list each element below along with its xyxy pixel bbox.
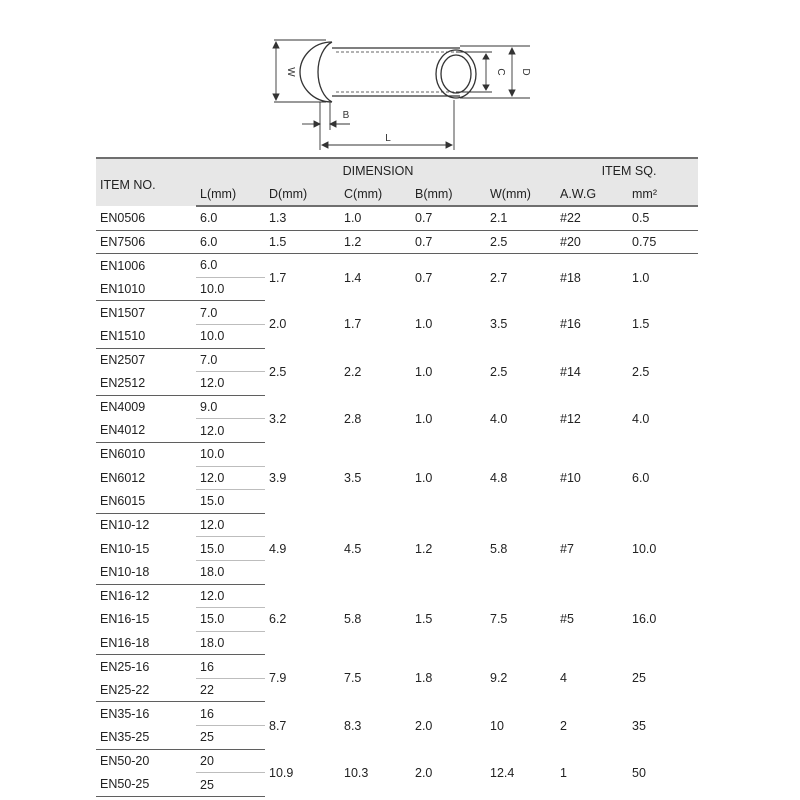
- length-cell: 15.0: [196, 490, 265, 514]
- length-cell: 10.0: [196, 324, 265, 348]
- dimension-w-cell: 2.5: [490, 364, 508, 379]
- table-row: [96, 702, 698, 726]
- length-cell: 12.0: [196, 372, 265, 396]
- awg-cell: #18: [560, 270, 581, 285]
- dimension-w-cell: 4.8: [490, 470, 508, 485]
- item-no-cell: EN1010: [96, 277, 196, 301]
- mm2-cell: 1.5: [632, 317, 650, 332]
- diameter-d-cell: 4.9: [269, 541, 287, 556]
- table-row: [96, 206, 698, 230]
- item-no-cell: EN10-15: [100, 541, 150, 556]
- item-no-cell: EN1006: [100, 258, 146, 273]
- item-sq-header: ITEM SQ.: [556, 158, 698, 182]
- diameter-c-cell: 2.2: [344, 364, 362, 379]
- diameter-d-cell: 8.7: [269, 718, 287, 733]
- dimension-w-cell: 9.2: [490, 671, 508, 686]
- item-no-cell: EN50-25: [96, 773, 196, 797]
- length-cell: 6.0: [196, 254, 265, 278]
- length-cell: 16: [196, 702, 265, 726]
- dimension-w-cell: 2.7: [490, 270, 508, 285]
- item-no-cell: EN6010: [100, 447, 146, 462]
- length-cell: 12.0: [196, 584, 265, 608]
- dimension-b-cell: 0.7: [411, 230, 486, 254]
- length-cell: 7.0: [196, 301, 265, 325]
- awg-cell: #14: [560, 364, 581, 379]
- ferrule-drawing: [300, 42, 476, 102]
- diameter-c-cell: 2.8: [344, 411, 362, 426]
- item-no-cell: EN6015: [96, 490, 196, 514]
- dimension-b-cell: 1.5: [415, 612, 433, 627]
- awg-cell: #12: [560, 411, 581, 426]
- item-no-cell: EN10-18: [96, 560, 196, 584]
- item-no-cell: EN25-16: [100, 659, 150, 674]
- dimension-b-cell: 1.2: [415, 541, 433, 556]
- length-cell: 18.0: [196, 560, 265, 584]
- length-cell: 20: [196, 749, 265, 773]
- awg-cell: #5: [560, 612, 574, 627]
- label-c: C: [495, 68, 506, 76]
- awg-cell: #7: [560, 541, 574, 556]
- item-no-cell: EN0506: [96, 206, 196, 230]
- diameter-d-cell: 3.2: [269, 411, 287, 426]
- length-cell: 6.0: [196, 206, 265, 230]
- item-no-cell: EN4009: [100, 400, 146, 415]
- diameter-c-cell: 8.3: [344, 718, 362, 733]
- dimension-w-cell: 2.1: [486, 206, 556, 230]
- mm2-cell: 25: [632, 671, 646, 686]
- table-row: [96, 254, 698, 278]
- table-header: [96, 158, 698, 206]
- table-row: [96, 348, 698, 372]
- item-no-cell: EN25-22: [96, 678, 196, 702]
- item-no-header: ITEM NO.: [96, 158, 196, 206]
- item-no-cell: EN16-15: [100, 612, 150, 627]
- item-no-cell: EN1510: [96, 324, 196, 348]
- col-header-mm2: mm²: [628, 182, 698, 206]
- label-w: W: [285, 67, 296, 77]
- dimension-w-cell: 5.8: [490, 541, 508, 556]
- table-body: [96, 206, 698, 796]
- diameter-c-cell: 7.5: [344, 671, 362, 686]
- diameter-d-cell: 10.9: [269, 765, 294, 780]
- diameter-d-cell: 1.5: [265, 230, 340, 254]
- length-cell: 7.0: [196, 348, 265, 372]
- length-cell: 9.0: [196, 395, 265, 419]
- length-cell: 12.0: [196, 466, 265, 490]
- diameter-d-cell: 3.9: [269, 470, 287, 485]
- diameter-d-cell: 2.0: [269, 317, 287, 332]
- awg-cell: 4: [560, 671, 567, 686]
- awg-cell: #16: [560, 317, 581, 332]
- dimension-b-cell: 1.0: [415, 364, 433, 379]
- item-no-cell: EN35-16: [100, 707, 150, 722]
- item-no-cell: EN4012: [96, 419, 196, 443]
- mm2-cell: 50: [632, 765, 646, 780]
- diameter-d-cell: 2.5: [269, 364, 287, 379]
- length-cell: 6.0: [196, 230, 265, 254]
- table-row: [96, 513, 698, 537]
- awg-cell: #20: [556, 230, 628, 254]
- length-cell: 18.0: [196, 631, 265, 655]
- diameter-c-cell: 1.2: [340, 230, 411, 254]
- col-header-c: C(mm): [340, 182, 411, 206]
- dimension-w-cell: 12.4: [490, 765, 515, 780]
- mm2-cell: 2.5: [632, 364, 650, 379]
- mm2-cell: 4.0: [632, 411, 650, 426]
- dimension-b-cell: 1.0: [415, 317, 433, 332]
- item-no-cell: EN1507: [100, 305, 146, 320]
- mm2-cell: 35: [632, 718, 646, 733]
- item-no-cell: EN16-18: [96, 631, 196, 655]
- diameter-d-cell: 7.9: [269, 671, 287, 686]
- ferrule-dimension-diagram: [0, 0, 800, 160]
- awg-cell: #10: [560, 470, 581, 485]
- diameter-c-cell: 3.5: [344, 470, 362, 485]
- item-no-cell: EN2512: [96, 372, 196, 396]
- dimension-w-cell: 7.5: [490, 612, 508, 627]
- dimension-w-cell: 3.5: [490, 317, 508, 332]
- label-l: L: [385, 133, 391, 144]
- mm2-cell: 0.5: [628, 206, 698, 230]
- length-cell: 16: [196, 655, 265, 679]
- diameter-d-cell: 6.2: [269, 612, 287, 627]
- length-cell: 12.0: [196, 513, 265, 537]
- length-cell: 25: [196, 726, 265, 750]
- mm2-cell: 16.0: [632, 612, 657, 627]
- table-row: [96, 442, 698, 466]
- length-cell: 10.0: [196, 442, 265, 466]
- length-cell: 10.0: [196, 277, 265, 301]
- col-header-awg: A.W.G: [556, 182, 628, 206]
- diameter-c-cell: 1.7: [344, 317, 362, 332]
- length-cell: 15.0: [196, 608, 265, 632]
- diameter-c-cell: 10.3: [344, 765, 369, 780]
- diameter-c-cell: 1.0: [340, 206, 411, 230]
- awg-cell: 1: [560, 765, 567, 780]
- dimension-b-cell: 1.0: [415, 470, 433, 485]
- awg-cell: 2: [560, 718, 567, 733]
- dimension-b-cell: 0.7: [415, 270, 433, 285]
- length-cell: 15.0: [196, 537, 265, 561]
- col-header-d: D(mm): [265, 182, 340, 206]
- dimension-b-cell: 0.7: [411, 206, 486, 230]
- item-no-cell: EN10-12: [100, 518, 150, 533]
- label-b: B: [342, 110, 350, 121]
- ferrule-spec-table: [96, 157, 698, 797]
- mm2-cell: 1.0: [632, 270, 650, 285]
- dimension-w-cell: 2.5: [486, 230, 556, 254]
- item-no-cell: EN35-25: [96, 726, 196, 750]
- mm2-cell: 6.0: [632, 470, 650, 485]
- item-no-cell: EN16-12: [100, 589, 150, 604]
- col-header-b: B(mm): [411, 182, 486, 206]
- item-no-cell: EN2507: [100, 353, 146, 368]
- table-row: [96, 395, 698, 419]
- col-header-l: L(mm): [196, 182, 265, 206]
- dimension-w-cell: 10: [490, 718, 504, 733]
- mm2-cell: 10.0: [632, 541, 657, 556]
- length-cell: 22: [196, 678, 265, 702]
- table-row: [96, 230, 698, 254]
- dimension-labels: [285, 67, 531, 144]
- dimension-b-cell: 1.0: [415, 411, 433, 426]
- length-cell: 25: [196, 773, 265, 797]
- label-d: D: [520, 68, 531, 76]
- awg-cell: #22: [556, 206, 628, 230]
- dimension-b-cell: 1.8: [415, 671, 433, 686]
- dimension-w-cell: 4.0: [490, 411, 508, 426]
- diameter-d-cell: 1.3: [265, 206, 340, 230]
- item-no-cell: EN50-20: [100, 754, 150, 769]
- col-header-w: W(mm): [486, 182, 556, 206]
- item-no-cell: EN7506: [96, 230, 196, 254]
- mm2-cell: 0.75: [628, 230, 698, 254]
- table-row: [96, 301, 698, 325]
- dimension-b-cell: 2.0: [415, 718, 433, 733]
- table-row: [96, 749, 698, 773]
- length-cell: 12.0: [196, 419, 265, 443]
- diameter-c-cell: 5.8: [344, 612, 362, 627]
- diameter-d-cell: 1.7: [269, 270, 287, 285]
- table-row: [96, 655, 698, 679]
- diameter-c-cell: 1.4: [344, 270, 362, 285]
- dimension-b-cell: 2.0: [415, 765, 433, 780]
- table-row: [96, 584, 698, 608]
- dimension-header: DIMENSION: [196, 158, 556, 182]
- diameter-c-cell: 4.5: [344, 541, 362, 556]
- item-no-cell: EN6012: [100, 470, 146, 485]
